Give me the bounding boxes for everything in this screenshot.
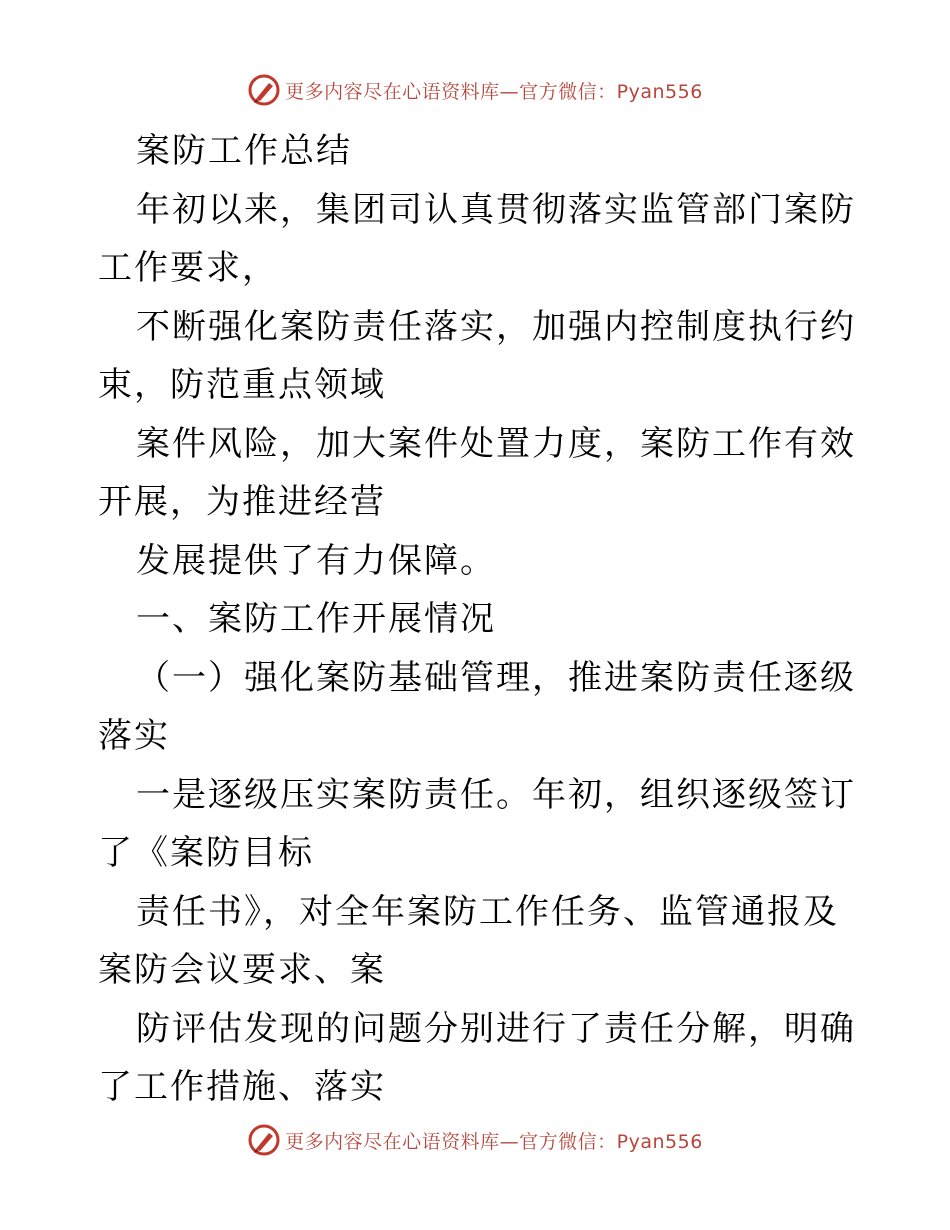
- paragraph: 发展提供了有力保障。: [136, 540, 496, 581]
- paragraph: 防评估发现的问题分别进行了责任分解，明确了工作措施、落实: [98, 1008, 856, 1107]
- document-title: 案防工作总结: [136, 131, 352, 171]
- header-watermark: [0, 70, 950, 110]
- pen-logo-icon: [247, 1123, 281, 1157]
- paragraph: 案件风险，加大案件处置力度，案防工作有效开展，为推进经营: [98, 423, 856, 522]
- pen-logo-icon: [247, 73, 281, 107]
- footer-watermark: [0, 1120, 950, 1160]
- document-body: [98, 122, 858, 1117]
- subsection-heading: （一）强化案防基础管理，推进案防责任逐级落实: [98, 657, 856, 756]
- paragraph: 责任书》，对全年案防工作任务、监管通报及案防会议要求、案: [98, 891, 839, 990]
- paragraph: 不断强化案防责任落实，加强内控制度执行约束，防范重点领域: [98, 306, 856, 405]
- watermark-text: 更多内容尽在心语资料库—官方微信：Pyan556: [285, 1130, 703, 1153]
- paragraph: 年初以来，集团司认真贯彻落实监管部门案防工作要求，: [98, 189, 856, 288]
- paragraph: 一是逐级压实案防责任。年初，组织逐级签订了《案防目标: [98, 774, 856, 873]
- watermark-text: 更多内容尽在心语资料库—官方微信：Pyan556: [285, 80, 703, 103]
- section-heading: 一、案防工作开展情况: [136, 599, 496, 639]
